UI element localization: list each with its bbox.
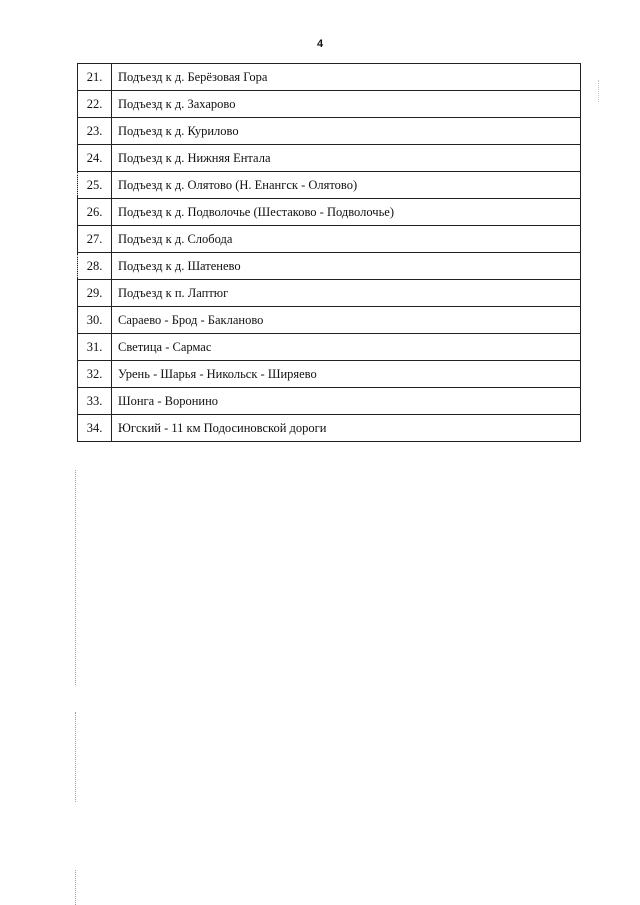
row-number: 28. [78, 253, 112, 280]
road-name: Подъезд к д. Слобода [112, 226, 581, 253]
scan-artifact-line [77, 255, 78, 277]
row-number: 25. [78, 172, 112, 199]
road-name: Шонга - Воронино [112, 388, 581, 415]
row-number: 24. [78, 145, 112, 172]
road-name: Подъезд к д. Олятово (Н. Енангск - Олятово) [112, 172, 581, 199]
table-row [78, 64, 581, 91]
row-number: 32. [78, 361, 112, 388]
row-number: 27. [78, 226, 112, 253]
table-row [78, 253, 581, 280]
row-number: 30. [78, 307, 112, 334]
row-number: 26. [78, 199, 112, 226]
row-number: 23. [78, 118, 112, 145]
table-row [78, 307, 581, 334]
table-row [78, 118, 581, 145]
table-row [78, 199, 581, 226]
scan-artifact-line [75, 712, 76, 802]
road-name: Светица - Сармас [112, 334, 581, 361]
table-row [78, 361, 581, 388]
page-number: 4 [316, 38, 324, 50]
row-number: 22. [78, 91, 112, 118]
roads-table-body [78, 64, 581, 442]
table-row [78, 145, 581, 172]
road-name: Урень - Шарья - Никольск - Ширяево [112, 361, 581, 388]
table-row [78, 415, 581, 442]
table-row [78, 280, 581, 307]
road-name: Сараево - Брод - Бакланово [112, 307, 581, 334]
table-row [78, 91, 581, 118]
table-row [78, 172, 581, 199]
row-number: 34. [78, 415, 112, 442]
table-row [78, 226, 581, 253]
roads-table [77, 63, 581, 442]
scan-artifact-line [75, 870, 76, 905]
road-name: Подъезд к д. Подволочье (Шестаково - Подволочье) [112, 199, 581, 226]
scan-artifact-line [598, 80, 599, 102]
scan-artifact-line [77, 173, 78, 195]
row-number: 21. [78, 64, 112, 91]
table-row [78, 388, 581, 415]
road-name: Подъезд к п. Лаптюг [112, 280, 581, 307]
road-name: Подъезд к д. Нижняя Ентала [112, 145, 581, 172]
row-number: 31. [78, 334, 112, 361]
table-row [78, 334, 581, 361]
scan-artifact-line [75, 470, 76, 685]
road-name: Югский - 11 км Подосиновской дороги [112, 415, 581, 442]
row-number: 33. [78, 388, 112, 415]
row-number: 29. [78, 280, 112, 307]
road-name: Подъезд к д. Курилово [112, 118, 581, 145]
road-name: Подъезд к д. Шатенево [112, 253, 581, 280]
road-name: Подъезд к д. Захарово [112, 91, 581, 118]
road-name: Подъезд к д. Берёзовая Гора [112, 64, 581, 91]
